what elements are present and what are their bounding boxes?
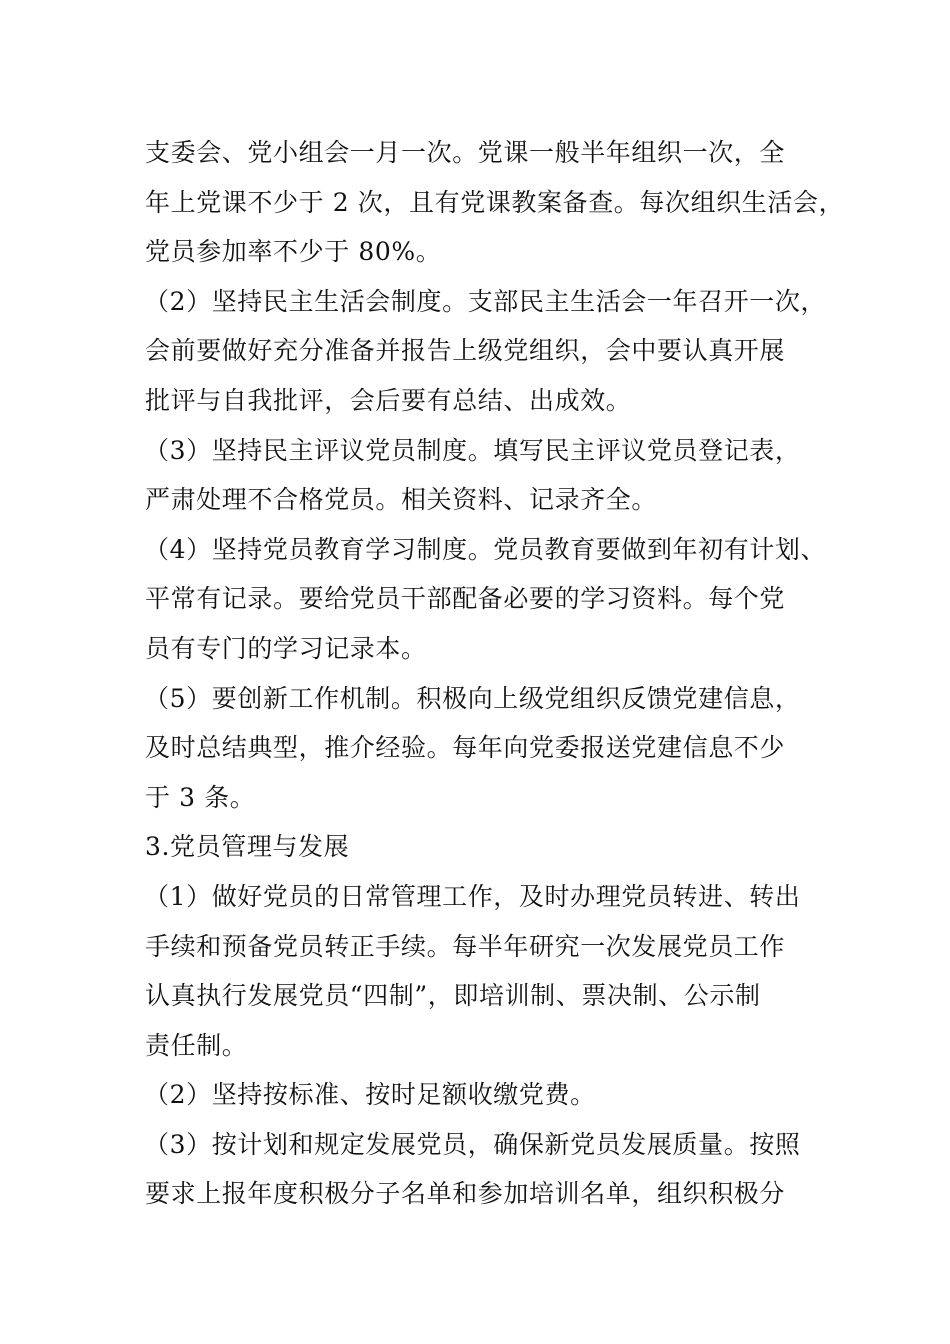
text-line: 批评与自我批评，会后要有总结、出成效。 xyxy=(145,385,632,415)
text-line: 会前要做好充分准备并报告上级党组织，会中要认真开展 xyxy=(145,336,786,366)
document-body xyxy=(144,131,845,1222)
text-line: 手续和预备党员转正手续。每半年研究一次发展党员工作 xyxy=(145,931,786,961)
text-line: 平常有记录。要给党员干部配备必要的学习资料。每个党 xyxy=(145,584,786,614)
text-line: 认真执行发展党员“四制”，即培训制、票决制、公示制 xyxy=(145,981,761,1011)
text-line: 员有专门的学习记录本。 xyxy=(145,633,427,663)
text-line: （4）坚持党员教育学习制度。党员教育要做到年初有计划、 xyxy=(144,534,827,564)
text-line: （2）坚持按标准、按时足额收缴党费。 xyxy=(144,1080,596,1110)
text-line: 及时总结典型，推介经验。每年向党委报送党建信息不少 xyxy=(145,733,786,763)
text-line: （3）按计划和规定发展党员，确保新党员发展质量。按照 xyxy=(144,1129,801,1159)
text-line: （1）做好党员的日常管理工作，及时办理党员转进、转出 xyxy=(144,881,801,911)
text-line: 党员参加率不少于 80%。 xyxy=(145,237,442,267)
text-line: （3）坚持民主评议党员制度。填写民主评议党员登记表， xyxy=(144,435,801,465)
text-line: 支委会、党小组会一月一次。党课一般半年组织一次，全 xyxy=(145,138,786,167)
text-line: 于 3 条。 xyxy=(145,782,256,812)
section-heading: 3.党员管理与发展 xyxy=(145,832,350,862)
text-line: 要求上报年度积极分子名单和参加培训名单，组织积极分 xyxy=(145,1179,786,1209)
text-line: （2）坚持民主生活会制度。支部民主生活会一年召开一次， xyxy=(144,286,827,316)
text-line: 责任制。 xyxy=(145,1030,248,1060)
text-line: （5）要创新工作机制。积极向上级党组织反馈党建信息， xyxy=(144,683,801,713)
text-line: 严肃处理不合格党员。相关资料、记录齐全。 xyxy=(145,485,658,515)
text-line: 年上党课不少于 2 次，且有党课教案备查。每次组织生活会， xyxy=(145,187,845,217)
